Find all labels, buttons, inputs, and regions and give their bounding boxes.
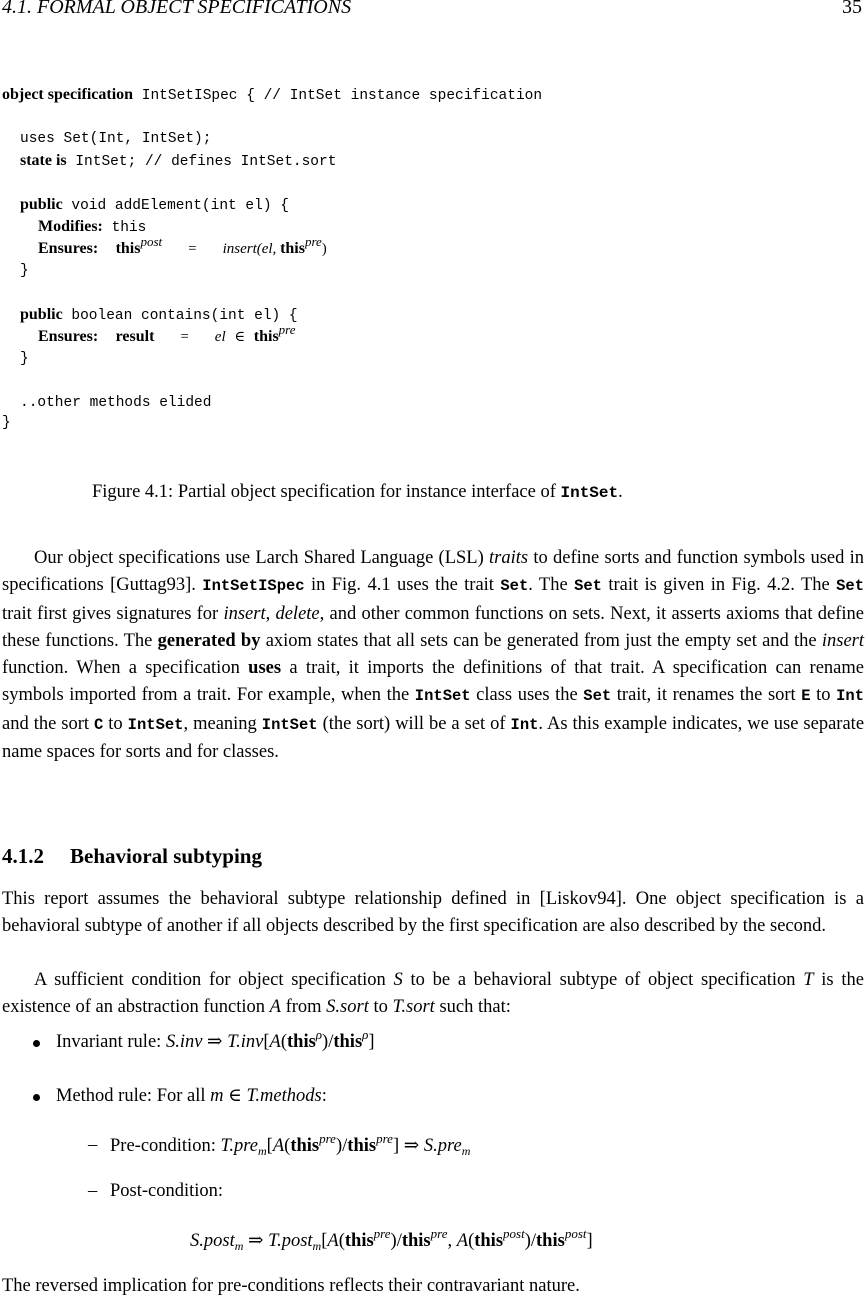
code-line-11: ..other methods elided [20,395,212,411]
paragraph-sufficient-condition: A sufficient condition for object specification S to be a behavioral subtype of object specification T is the existence of an abstraction function A from S.sort to T.sort such that: [2,970,864,1018]
bullet-method-rule: Method rule: For all m ∈ T.methods: [56,1086,327,1106]
code-line-2: uses Set(Int, IntSet); [20,131,212,147]
bullet-dot [33,1094,40,1101]
running-header: 4.1. FORMAL OBJECT SPECIFICATIONS [2,0,352,18]
paragraph-subtype-definition: This report assumes the behavioral subtype relationship defined in [Liskov94]. One object specification is a behavioral subtype of another if all objects described by the first specification are also described by the second. [2,889,864,937]
code-line-6: Ensures: this$^{post}$ = insert(el, this$^{pre}$) [38,234,327,257]
sub-bullet-precondition: Pre-condition: T.pre$_m$[A(this$^{pre}$)/this$^{pre}$] ⇒ S.pre$_m$ [110,1131,471,1158]
sub-bullet-postcondition: Post-condition: [110,1181,224,1201]
code-line-1: object specification IntSetISpec { // IntSet instance specification [2,86,543,104]
code-line-12: } [2,415,11,431]
code-line-7: } [20,263,29,279]
code-line-8: public boolean contains(int el) { [20,306,298,324]
sub-bullet-dash: – [88,1181,98,1201]
bullet-dot [33,1040,40,1047]
postcondition-formula: S.post$_m$ ⇒ T.post$_m$[A(this$^{pre}$)/this$^{pre}$, A(this$^{post}$)/this$^{post}$] [190,1226,593,1253]
code-line-3: state is IntSet; // defines IntSet.sort [20,152,337,170]
code-line-10: } [20,351,29,367]
paragraph-contravariance: The reversed implication for pre-conditions reflects their contravariant nature. [2,1276,580,1296]
code-line-4: public void addElement(int el) { [20,196,289,214]
page-number: 35 [842,0,862,18]
code-line-9: Ensures: result = el ∈ this$^{pre}$ [38,322,296,345]
section-heading: 4.1.2 Behavioral subtyping [2,844,262,868]
figure-caption: Figure 4.1: Partial object specification for instance interface of IntSet. [92,482,623,502]
paragraph-traits: Our object specifications use Larch Shared Language (LSL) traits to define sorts and function symbols used in specifications [Guttag93]. IntSetISpec in Fig. 4.1 uses the trait Set. The Set trait is given in Fig. 4.2. The Set trait first gives signatures for insert, delete, and other common functions on sets. Next, it asserts axioms that define these functions. The generated by axiom states that all sets can be generated from just the empty set and the insert function. When a specification uses a trait, it imports the definitions of that trait. A specification can rename symbols imported from a trait. For example, when the IntSet class uses the Set trait, it renames the sort E to Int and the sort C to IntSet, meaning IntSet (the sort) will be a set of Int. As this example indicates, we use separate name spaces for sorts and for classes. [2,548,865,763]
bullet-invariant-rule: Invariant rule: S.inv ⇒ T.inv[A(this$^\rho$)/this$^\rho$] [56,1027,375,1052]
code-line-5: Modifies: this [38,218,147,236]
sub-bullet-dash: – [88,1135,98,1155]
